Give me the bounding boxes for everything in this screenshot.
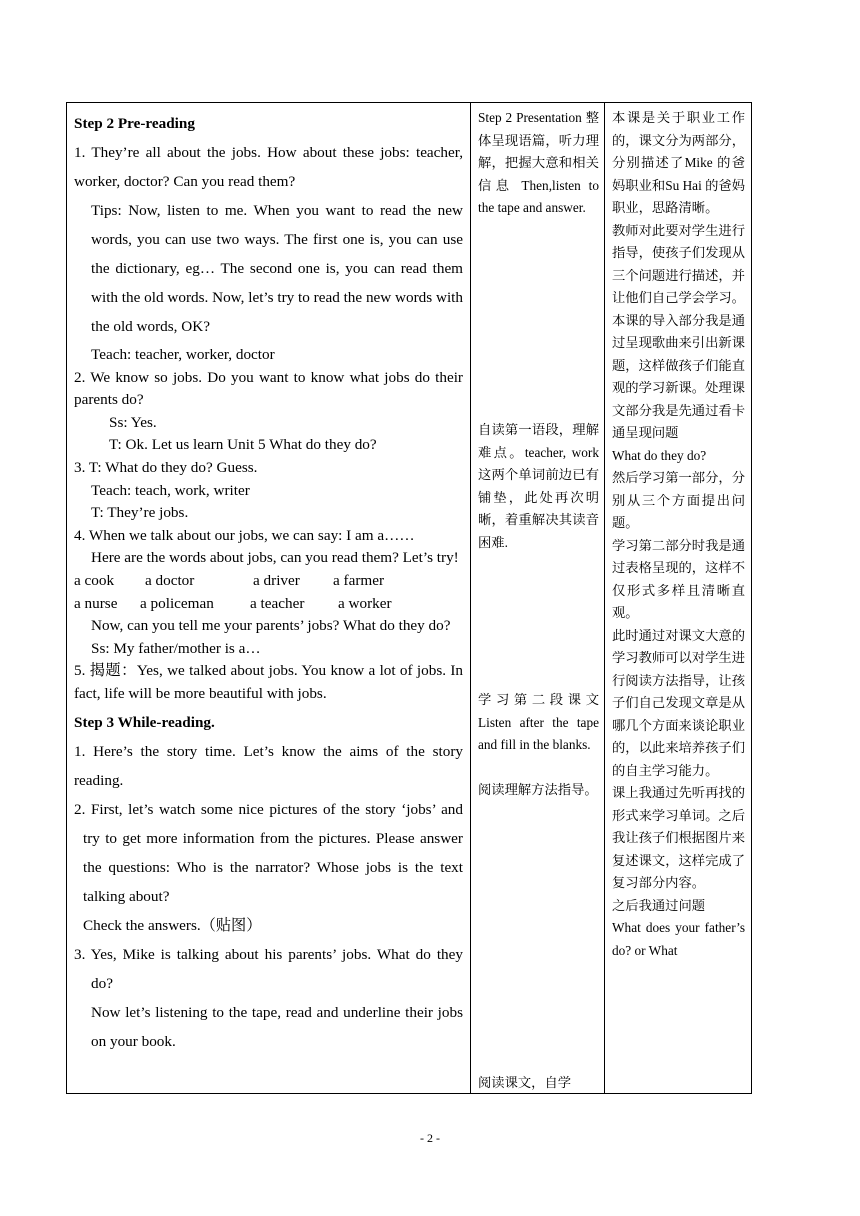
reflection-b: 教师对此要对学生进行指导，使孩子们发现从三个问题进行描述，并让他们自己学会学习。	[612, 222, 745, 305]
job-words-row-1	[74, 570, 463, 593]
method-note-b: 自读第一语段，理解难点。teacher, work 这两个单词前边已有铺垫，此处再次明晰，着重解决其读音困难.	[478, 422, 599, 550]
job-word: a teacher	[250, 594, 305, 612]
item-5: 5. 揭题：Yes, we talked about jobs. You know a lot of jobs. In fact, life will be more beautiful with jobs.	[74, 662, 463, 702]
question-1: 1. Here’s the story time. Let’s know the aims of the story reading.	[74, 742, 463, 789]
method-note-e: 阅读课文，自学	[478, 1075, 572, 1090]
method-column	[471, 103, 605, 1093]
item-4: 4. When we talk about our jobs, we can say: I am a……	[74, 526, 415, 544]
job-word: a nurse	[74, 594, 118, 612]
job-word: a policeman	[140, 594, 214, 612]
job-word: a cook	[74, 571, 115, 589]
reflection-d: What do they do?	[612, 447, 707, 463]
teach-line-1: Teach: teacher, worker, doctor	[91, 346, 275, 363]
lesson-plan-table	[66, 102, 752, 1094]
job-word: a driver	[253, 571, 300, 589]
question-2: 2. First, let’s watch some nice pictures of the story ‘jobs’ and try to get more information from the pictures. Please answer the questions: Who is the narrator? Whose jobs is the text talking about?	[74, 800, 463, 905]
page-number: - 2 -	[420, 1131, 440, 1145]
teach-line-2: Teach: teach, work, writer	[91, 481, 250, 499]
item-2: 2. We know so jobs. Do you want to know what jobs do their parents do?	[74, 368, 463, 409]
method-note-a: Step 2 Presentation 整体呈现语篇，听力理解，把握大意和相关信息 Then,listen to the tape and answer.	[478, 110, 599, 215]
question-3: 3. Yes, Mike is talking about his parents’ jobs. What do they do?	[74, 945, 463, 992]
ss-father-line: Ss: My father/mother is a…	[91, 639, 261, 657]
job-word: a worker	[338, 594, 392, 612]
teaching-steps-column	[67, 103, 471, 1093]
method-note-c: 学习第二段课文 Listen after the tape and fill in the blanks.	[478, 692, 599, 752]
reflection-column	[605, 103, 751, 1093]
reflection-j: What does your father’s do? or What	[612, 920, 745, 958]
reflection-i: 之后我通过问题	[612, 897, 706, 913]
reflection-g: 此时通过对课文大意的学习教师可以对学生进行阅读方法指导，让孩子们自己发现文章是从哪几个方面来谈论职业的，以此来培养孩子们的自主学习能力。	[612, 627, 745, 778]
check-answers-line: Check the answers.（贴图）	[83, 916, 262, 934]
reflection-a: 本课是关于职业工作的，课文分为两部分，分别描述了Mike 的爸妈职业和Su Hai 的爸妈职业，思路清晰。	[612, 110, 745, 215]
job-words-row-2	[74, 593, 463, 616]
step3-title: Step 3 While-reading.	[74, 713, 215, 731]
ss-yes-line: Ss: Yes.	[109, 413, 157, 431]
t-jobs-line: T: They’re jobs.	[91, 504, 189, 522]
t-ok-line: T: Ok. Let us learn Unit 5 What do they do?	[109, 436, 377, 454]
job-word: a farmer	[333, 571, 385, 589]
item-1: 1. They’re all about the jobs. How about these jobs: teacher, worker, doctor? Can you read them?	[74, 144, 463, 190]
step2-title: Step 2 Pre-reading	[74, 115, 195, 132]
job-word: a doctor	[145, 571, 195, 589]
now-tell-paragraph: Now, can you tell me your parents’ jobs? What do they do?	[91, 617, 451, 635]
reflection-e: 然后学习第一部分，分别从三个方面提出问题。	[612, 470, 745, 530]
reflection-f: 学习第二部分时我是通过表格呈现的，这样不仅形式多样且清晰直观。	[612, 537, 745, 620]
reflection-h: 课上我通过先听再找的形式来学习单词。之后我让孩子们根据图片来复述课文，这样完成了复习部分内容。	[612, 785, 745, 890]
now-listen-paragraph: Now let’s listening to the tape, read and underline their jobs on your book.	[91, 1003, 463, 1050]
reflection-c: 本课的导入部分我是通过呈现歌曲来引出新课题，这样做孩子们能直观的学习新课。处理课文部分我是先通过看卡通呈现问题	[612, 312, 745, 440]
tips-paragraph: Tips: Now, listen to me. When you want to read the new words, you can use two ways. The first one is, you can use the dictionary, eg… The second one is, you can read them with the old words. Now, let’s try to read the new words with the old words, OK?	[91, 202, 463, 335]
method-note-d: 阅读理解方法指导。	[478, 782, 598, 797]
item-3: 3. T: What do they do? Guess.	[74, 458, 258, 476]
here-paragraph: Here are the words about jobs, can you read them? Let’s try!	[91, 549, 459, 567]
